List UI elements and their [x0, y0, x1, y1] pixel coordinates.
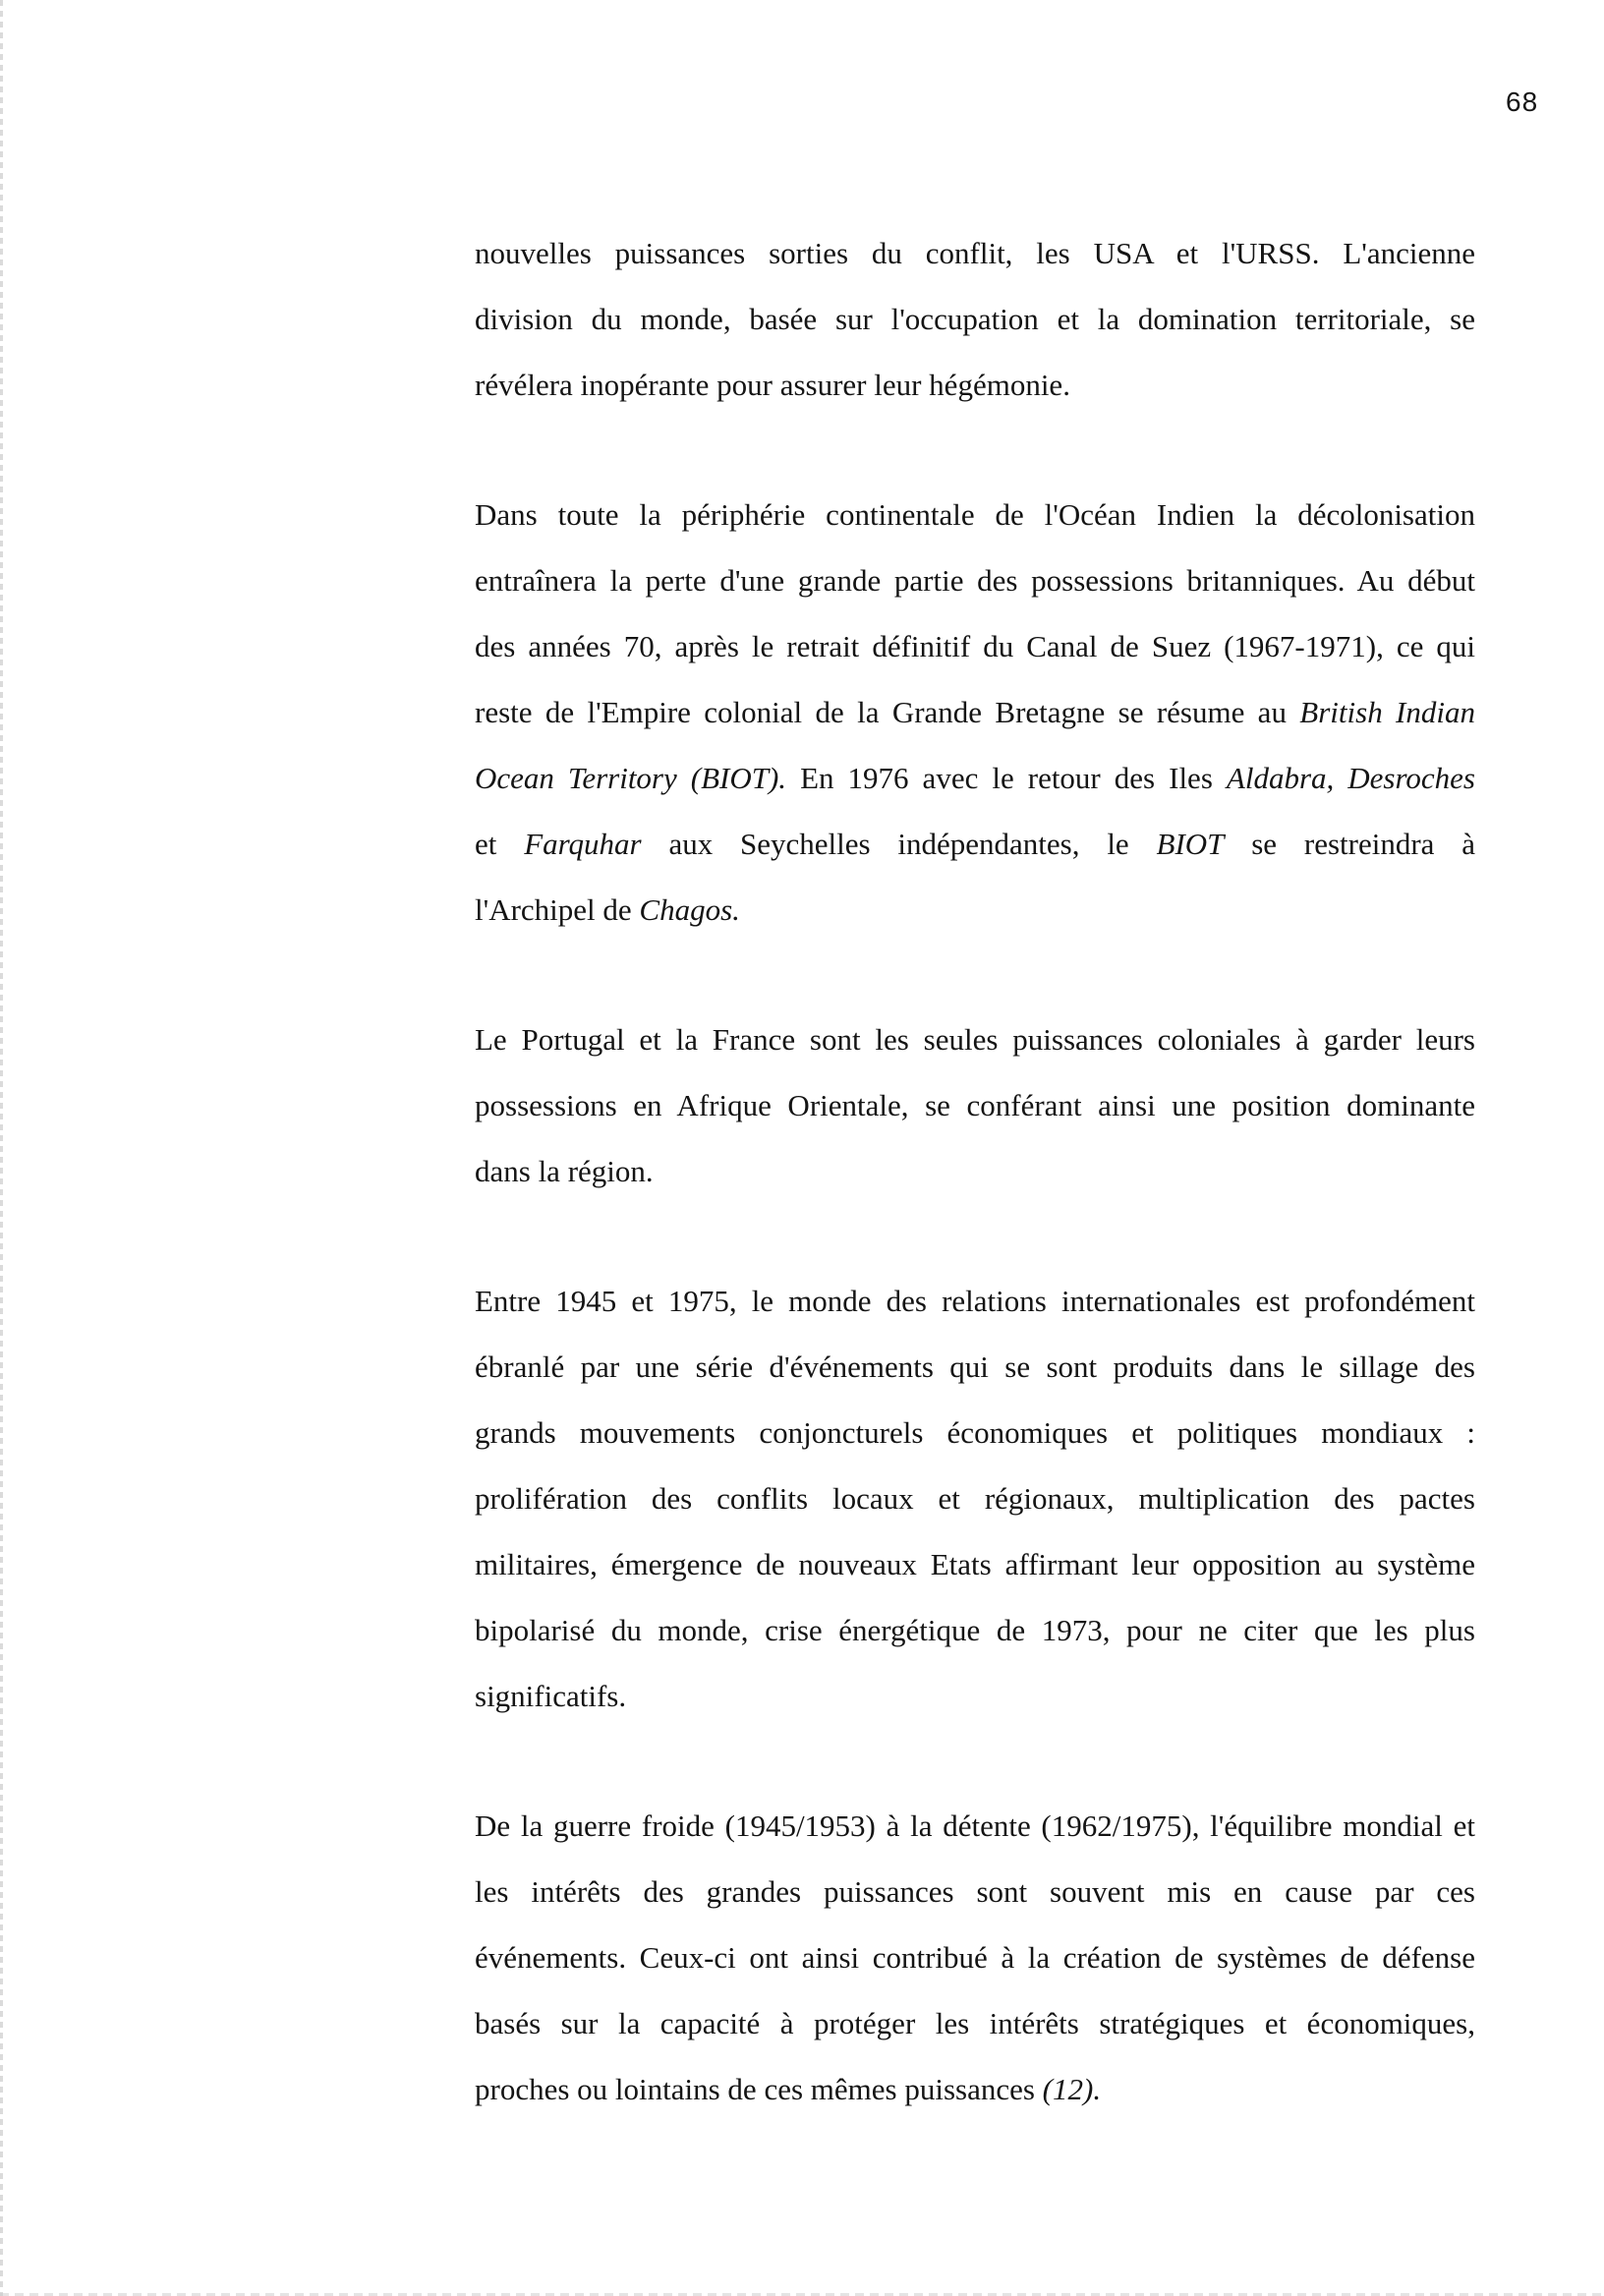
text-run: significatifs. [475, 1679, 627, 1713]
text-run: possessions en Afrique Orientale, se conférant ainsi une position dominante [475, 1088, 1475, 1122]
text-line [475, 1990, 1475, 2056]
text-run: Entre 1945 et 1975, le monde des relations internationales est profondément [475, 1284, 1475, 1318]
body-text [475, 220, 1475, 2186]
text-run: bipolarisé du monde, crise énergétique de 1973, pour ne citer que les plus [475, 1613, 1475, 1647]
text-line [475, 1531, 1475, 1597]
text-line [475, 1006, 1475, 1072]
text-run: Dans toute la périphérie continentale de l'Océan Indien la décolonisation [475, 497, 1475, 532]
paragraph-3 [475, 1006, 1475, 1204]
text-run: reste de l'Empire colonial de la Grande Bretagne se résume au [475, 695, 1300, 729]
text-run: basés sur la capacité à protéger les intérêts stratégiques et économiques, [475, 2006, 1475, 2040]
text-run: dans la région. [475, 1154, 654, 1188]
italic-text-run: Aldabra, Desroches [1226, 761, 1475, 795]
text-line [475, 877, 1475, 943]
italic-text-run: BIOT [1156, 827, 1225, 861]
page-number: 68 [1506, 86, 1539, 117]
text-run: l'Archipel de [475, 892, 640, 927]
text-run: proches ou lointains de ces mêmes puissances [475, 2072, 1043, 2106]
italic-text-run: Farquhar [524, 827, 642, 861]
text-line [475, 286, 1475, 352]
text-line [475, 1793, 1475, 1859]
text-run: De la guerre froide (1945/1953) à la détente (1962/1975), l'équilibre mondial et [475, 1808, 1475, 1843]
text-line [475, 1465, 1475, 1531]
text-run: nouvelles puissances sorties du conflit, les USA et l'URSS. L'ancienne [475, 236, 1475, 270]
text-run: prolifération des conflits locaux et régionaux, multiplication des pactes [475, 1481, 1475, 1516]
text-run: événements. Ceux-ci ont ainsi contribué à la création de systèmes de défense [475, 1940, 1475, 1975]
text-run: se restreindra à [1224, 827, 1475, 861]
text-line [475, 1268, 1475, 1334]
text-line [475, 547, 1475, 613]
italic-text-run: Ocean Territory (BIOT). [475, 761, 787, 795]
text-line [475, 1072, 1475, 1138]
text-line [475, 613, 1475, 679]
text-line [475, 811, 1475, 877]
text-run: révélera inopérante pour assurer leur hégémonie. [475, 368, 1070, 402]
text-run: et [475, 827, 525, 861]
text-line [475, 1138, 1475, 1204]
text-run: militaires, émergence de nouveaux Etats affirmant leur opposition au système [475, 1547, 1475, 1581]
text-line [475, 1334, 1475, 1400]
italic-text-run: British Indian [1299, 695, 1475, 729]
text-run: grands mouvements conjoncturels économiques et politiques mondiaux : [475, 1415, 1475, 1450]
text-run: des années 70, après le retrait définitif du Canal de Suez (1967-1971), ce qui [475, 629, 1475, 663]
scan-edge-left [0, 0, 3, 2296]
text-run: division du monde, basée sur l'occupation et la domination territoriale, se [475, 302, 1475, 336]
text-run: les intérêts des grandes puissances sont souvent mis en cause par ces [475, 1874, 1475, 1909]
paragraph-5 [475, 1793, 1475, 2122]
paragraph-2 [475, 482, 1475, 943]
footnote-reference: (12). [1042, 2072, 1102, 2106]
text-run: En 1976 avec le retour des Iles [786, 761, 1227, 795]
text-line [475, 745, 1475, 811]
text-line [475, 679, 1475, 745]
text-line [475, 1597, 1475, 1663]
text-line [475, 352, 1475, 418]
text-run: Le Portugal et la France sont les seules puissances coloniales à garder leurs [475, 1022, 1475, 1057]
text-run: entraînera la perte d'une grande partie des possessions britanniques. Au début [475, 563, 1475, 598]
italic-text-run: Chagos. [639, 892, 740, 927]
text-run: aux Seychelles indépendantes, le [641, 827, 1157, 861]
text-line [475, 1400, 1475, 1465]
text-line [475, 220, 1475, 286]
paragraph-4 [475, 1268, 1475, 1729]
text-run: ébranlé par une série d'événements qui se sont produits dans le sillage des [475, 1349, 1475, 1384]
text-line [475, 2056, 1475, 2122]
text-line [475, 1924, 1475, 1990]
text-line [475, 1663, 1475, 1729]
text-line [475, 1859, 1475, 1924]
paragraph-1 [475, 220, 1475, 418]
text-line [475, 482, 1475, 547]
